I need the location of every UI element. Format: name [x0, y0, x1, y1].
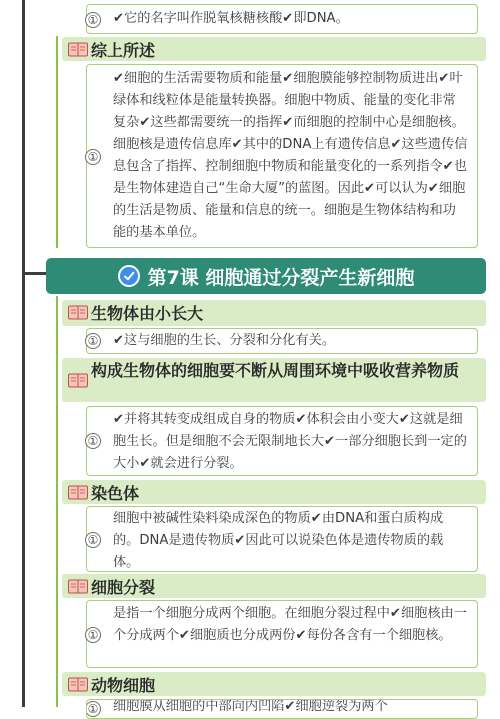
topic-nutrient-absorption[interactable]	[62, 358, 486, 402]
book-icon	[68, 485, 88, 500]
topic-summary[interactable]	[62, 37, 486, 61]
leaf-node-dna-name	[86, 4, 478, 34]
circled-number-icon: ①	[86, 701, 101, 717]
topic-organism-growth[interactable]	[62, 300, 486, 326]
leaf-node-summary	[86, 64, 478, 248]
chapter-connector	[22, 272, 46, 275]
topic-animal-cell[interactable]	[62, 672, 486, 696]
leaf-text: 是指一个细胞分成两个细胞。在细胞分裂过程中✔细胞核由一个分成两个✔细胞质也分成两份✔每份各含有一个细胞核。	[113, 606, 467, 643]
leaf-node-cell-division	[86, 600, 478, 668]
topic-title: 染色体	[91, 484, 140, 503]
leaf-node-cell-growth	[86, 406, 478, 476]
book-icon	[68, 677, 88, 692]
leaf-text: ✔细胞的生活需要物质和能量✔细胞膜能够控制物质进出✔叶绿体和线粒体是能量转换器。细胞中物质、能量的变化非常复杂✔这些都需要统一的指挥✔而细胞的控制中心是细胞核。细胞核是遗传信息库✔其中的DNA上有遗传信息✔这些遗传信息包含了指挥、控制细胞中物质和能量变化的一系列指令✔也是生物体建造自己“生命大厦”的蓝图。因此✔可以认为✔细胞的生活是物质、能量和信息的统一。细胞是生物体结构和功能的基本单位。	[113, 71, 468, 240]
topic-title: 构成生物体的细胞要不断从周围环境中吸收营养物质	[91, 361, 460, 380]
topic-title: 综上所述	[91, 41, 156, 60]
leaf-node-animal-cell	[86, 699, 478, 719]
chapter-heading[interactable]	[46, 258, 486, 294]
circled-number-icon: ①	[85, 627, 101, 643]
circled-number-icon: ①	[85, 12, 101, 28]
check-badge-icon	[118, 265, 140, 287]
circled-number-icon: ①	[85, 532, 101, 548]
branch-rail	[56, 36, 58, 248]
topic-title: 生物体由小长大	[91, 304, 204, 323]
leaf-text: ✔并将其转变成组成自身的物质✔体积会由小变大✔这就是细胞生长。但是细胞不会无限制地长大✔一部分细胞长到一定的大小✔就会进行分裂。	[113, 412, 467, 471]
leaf-node-growth-reason	[86, 328, 478, 354]
circled-number-icon: ①	[85, 149, 101, 165]
book-icon	[68, 42, 88, 57]
branch-rail	[56, 296, 58, 707]
book-icon	[68, 305, 88, 320]
mind-map-trunk-line	[22, 0, 25, 707]
leaf-text: 细胞膜从细胞的中部向内凹陷✔细胞逆裂为两个	[113, 699, 388, 714]
circled-number-icon: ①	[85, 433, 101, 449]
leaf-text: 细胞中被碱性染料染成深色的物质✔由DNA和蛋白质构成的。DNA是遗传物质✔因此可以说染色体是遗传物质的载体。	[113, 511, 444, 570]
topic-title: 动物细胞	[91, 676, 156, 695]
circled-number-icon: ①	[85, 333, 101, 349]
leaf-text: ✔这与细胞的生长、分裂和分化有关。	[113, 333, 336, 348]
leaf-text: ✔它的名字叫作脱氧核糖核酸✔即DNA。	[113, 11, 349, 26]
topic-chromosome[interactable]	[62, 480, 486, 504]
topic-title: 细胞分裂	[91, 578, 156, 597]
leaf-node-chromosome	[86, 506, 478, 572]
book-icon	[68, 373, 88, 388]
chapter-title: 第7课 细胞通过分裂产生新细胞	[147, 266, 415, 289]
topic-cell-division[interactable]	[62, 574, 486, 598]
book-icon	[68, 579, 88, 594]
